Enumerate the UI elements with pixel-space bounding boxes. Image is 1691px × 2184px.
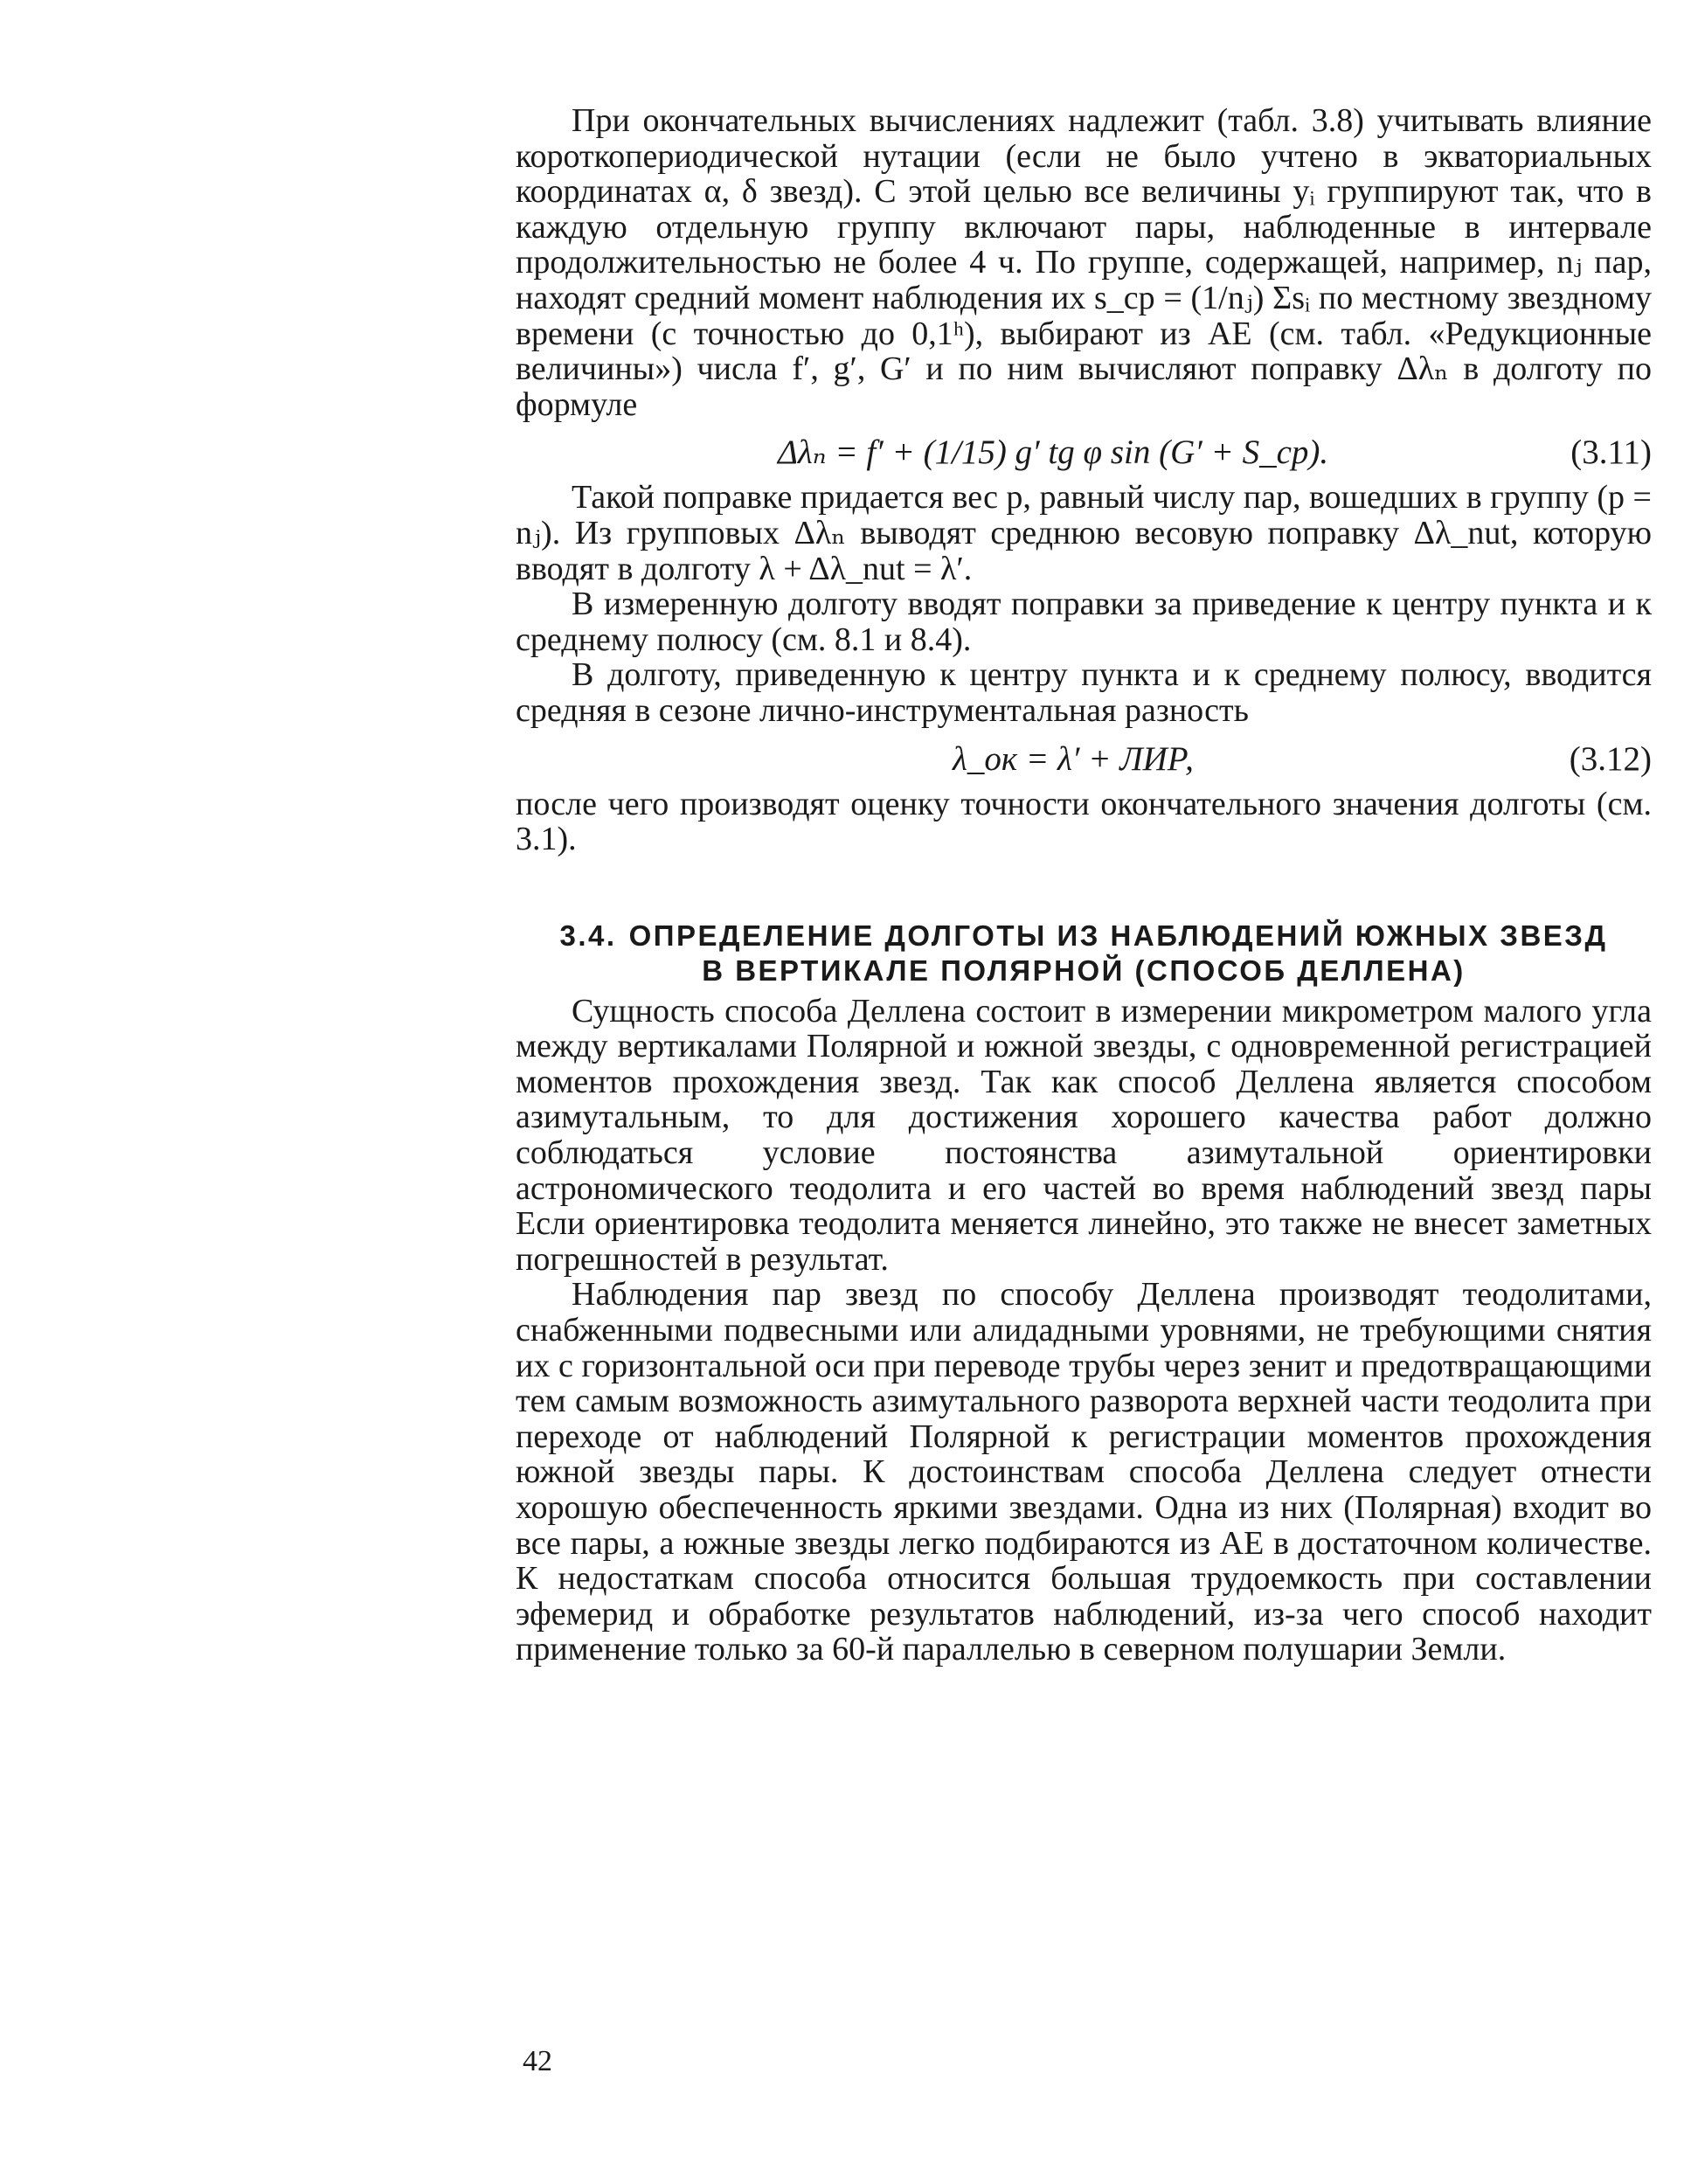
section-heading (516, 919, 1652, 988)
formula-3-11-number: (3.11) (1570, 433, 1652, 472)
page-number: 42 (523, 2045, 552, 2077)
formula-3-12-expression: λ_ок = λ′ + ЛИР, (953, 739, 1194, 778)
paragraph-dellen-essence: Сущность способа Деллена состоит в измерении микрометром малого угла между вертикалами Полярной и южной звезды, с одновременной регистрацией моментов прохождения звезд. Так как способ Деллена является способом азимутальным, то для достижения хорошего качества работ должно соблюдаться условие постоянства азимутальной ориентировки астрономического теодолита и его частей во время наблюдений звезд пары Если ориентировка теодолита меняется линейно, это также не внесет заметных погрешностей в результат. (516, 992, 1652, 1278)
paragraph-accuracy: после чего производят оценку точности окончательного значения долготы (см. 3.1). (516, 785, 1652, 858)
paragraph-nutation: При окончательных вычислениях надлежит (табл. 3.8) учитывать влияние короткопериодической нутации (если не было учтено в экваториальных координатах α, δ звезд). С этой целью все величины yᵢ группируют так, что в каждую отдельную группу включают пары, наблюденные в интервале продолжительностью не более 4 ч. По группе, содержащей, например, nⱼ пар, находят средний момент наблюдения их s_ср = (1/nⱼ) Σsᵢ по местному звездному времени (с точностью до 0,1ʰ), выбирают из АЕ (см. табл. «Редукционные величины») числа f′, g′, G′ и по ним вычисляют поправку Δλₙ в долготу по формуле (516, 102, 1652, 423)
paragraph-personal-equation: В долготу, приведенную к центру пункта и к среднему полюсу, вводится средняя в сезоне лично-инструментальная разность (516, 656, 1652, 729)
section-number: 3.4. (559, 919, 617, 952)
formula-3-11 (516, 422, 1652, 480)
page-body (516, 103, 1652, 1667)
formula-3-12 (516, 729, 1652, 787)
section-title-line-1: ОПРЕДЕЛЕНИЕ ДОЛГОТЫ ИЗ НАБЛЮДЕНИЙ ЮЖНЫХ ЗВЕЗД (628, 919, 1608, 952)
paragraph-reductions: В измеренную долготу вводят поправки за приведение к центру пункта и к среднему полюсу (см. 8.1 и 8.4). (516, 586, 1652, 658)
paragraph-weight: Такой поправке придается вес p, равный числу пар, вошедших в группу (p = nⱼ). Из групповых Δλₙ выводят среднюю весовую поправку Δλ_nut, которую вводят в долготу λ + Δλ_nut = λ′. (516, 479, 1652, 587)
section-heading-line-1 (516, 919, 1652, 953)
section-title-line-2: В ВЕРТИКАЛЕ ПОЛЯРНОЙ (СПОСОБ ДЕЛЛЕНА) (702, 953, 1466, 987)
paragraph-dellen-observations: Наблюдения пар звезд по способу Деллена производят теодолитами, снабженными подвесными или алидадными уровнями, не требующими снятия их с горизонтальной оси при переводе трубы через зенит и предотвращающими тем самым возможность азимутального разворота верхней части теодолита при переходе от наблюдений Полярной к регистрации моментов прохождения южной звезды пары. К достоинствам способа Деллена следует отнести хорошую обеспеченность яркими звездами. Одна из них (Полярная) входит во все пары, а южные звезды легко подбираются из АЕ в достаточном количестве. К недостаткам способа относится большая трудоемкость при составлении эфемерид и обработке результатов наблюдений, из-за чего способ находит применение только за 60-й параллелью в северном полушарии Земли. (516, 1276, 1652, 1668)
formula-3-11-expression: Δλₙ = f′ + (1/15) g′ tg φ sin (G′ + S_ср). (778, 433, 1329, 472)
formula-3-12-number: (3.12) (1569, 739, 1652, 778)
